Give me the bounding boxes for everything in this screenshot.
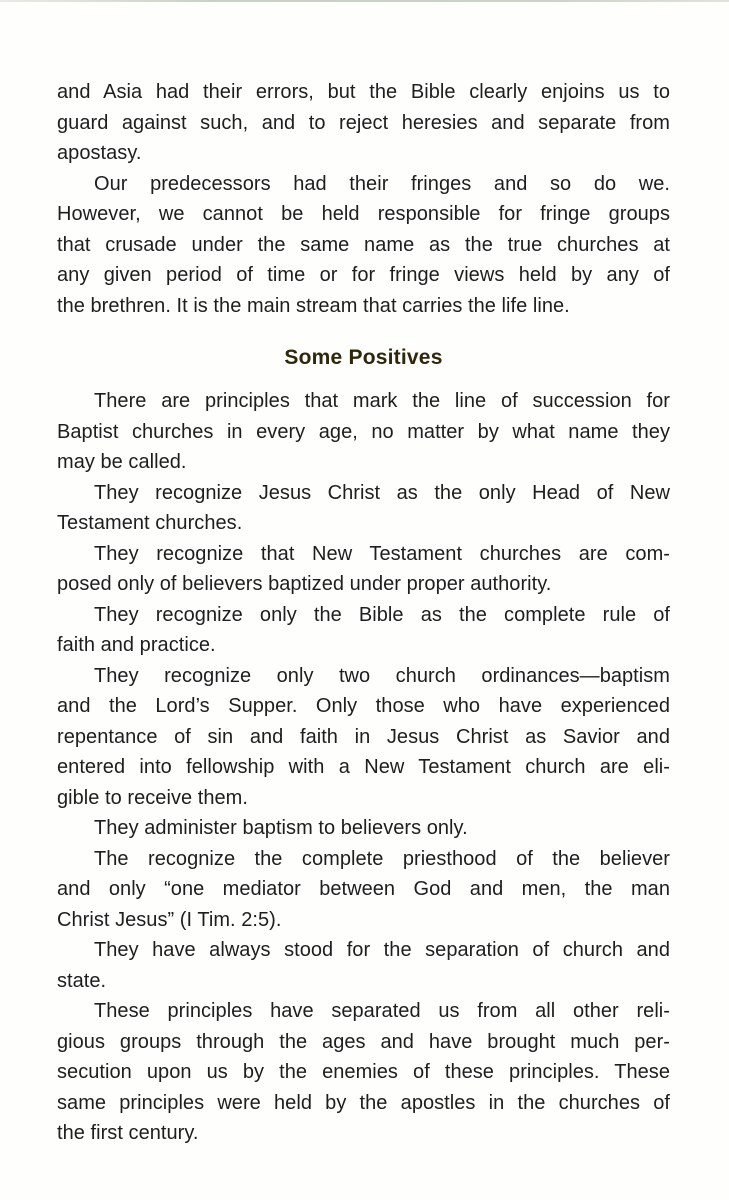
text-line: entered into fellowship with a New Testament church are eli- (57, 756, 670, 778)
paragraph (57, 386, 670, 478)
paragraph (57, 844, 670, 936)
text-line: and Asia had their errors, but the Bible clearly enjoins us to (57, 81, 670, 103)
text-line: However, we cannot be held responsible for fringe groups (57, 203, 670, 225)
paragraph (57, 996, 670, 1149)
text-line: faith and practice. (57, 634, 216, 656)
paragraph (57, 935, 670, 996)
text-line: gious groups through the ages and have brought much per- (57, 1030, 670, 1053)
paragraph (57, 661, 670, 814)
paragraph (57, 813, 670, 844)
text-line: They recognize that New Testament churches are com- (94, 542, 670, 565)
text-line: state. (57, 969, 107, 992)
text-line: Baptist churches in every age, no matter by what name they (57, 420, 670, 443)
text-line: repentance of sin and faith in Jesus Christ as Savior and (57, 725, 670, 748)
text-line: the first century. (57, 1122, 199, 1144)
text-line: may be called. (57, 451, 187, 473)
text-line: They have always stood for the separation of church and (94, 939, 670, 961)
text-line: The recognize the complete priesthood of the believer (94, 847, 670, 870)
text-line: Christ Jesus” (I Tim. 2:5). (57, 908, 282, 931)
text-line: that crusade under the same name as the true churches at (57, 233, 670, 256)
paragraph (57, 478, 670, 539)
paragraph (57, 77, 670, 169)
text-line: posed only of believers baptized under proper authority. (57, 573, 552, 595)
text-line: They recognize Jesus Christ as the only Head of New (94, 481, 670, 504)
text-line: gible to receive them. (57, 786, 248, 809)
text-line: and the Lord’s Supper. Only those who have experienced (57, 695, 670, 717)
text-line: and only “one mediator between God and men, the man (57, 878, 670, 900)
section-heading: Some Positives (284, 346, 443, 369)
paragraph (57, 600, 670, 661)
text-line: any given period of time or for fringe views held by any of (57, 264, 670, 286)
paragraph (57, 169, 670, 322)
text-line: secution upon us by the enemies of these principles. These (57, 1061, 670, 1083)
text-line: guard against such, and to reject heresies and separate from (57, 111, 670, 134)
text-line: the brethren. It is the main stream that carries the life line. (57, 294, 570, 317)
text-line: Testament churches. (57, 512, 243, 534)
scan-top-edge-line (0, 0, 729, 2)
text-line: They recognize only two church ordinances—baptism (94, 664, 670, 687)
paragraph (57, 539, 670, 600)
text-line: apostasy. (57, 142, 142, 164)
text-column (57, 77, 670, 1149)
text-line: These principles have separated us from all other reli- (94, 1000, 670, 1022)
text-line: They administer baptism to believers only. (94, 817, 468, 839)
text-line: They recognize only the Bible as the complete rule of (94, 603, 670, 626)
text-line: There are principles that mark the line of succession for (94, 390, 670, 412)
text-line: Our predecessors had their fringes and so do we. (94, 172, 670, 195)
text-line: same principles were held by the apostles in the churches of (57, 1091, 670, 1114)
